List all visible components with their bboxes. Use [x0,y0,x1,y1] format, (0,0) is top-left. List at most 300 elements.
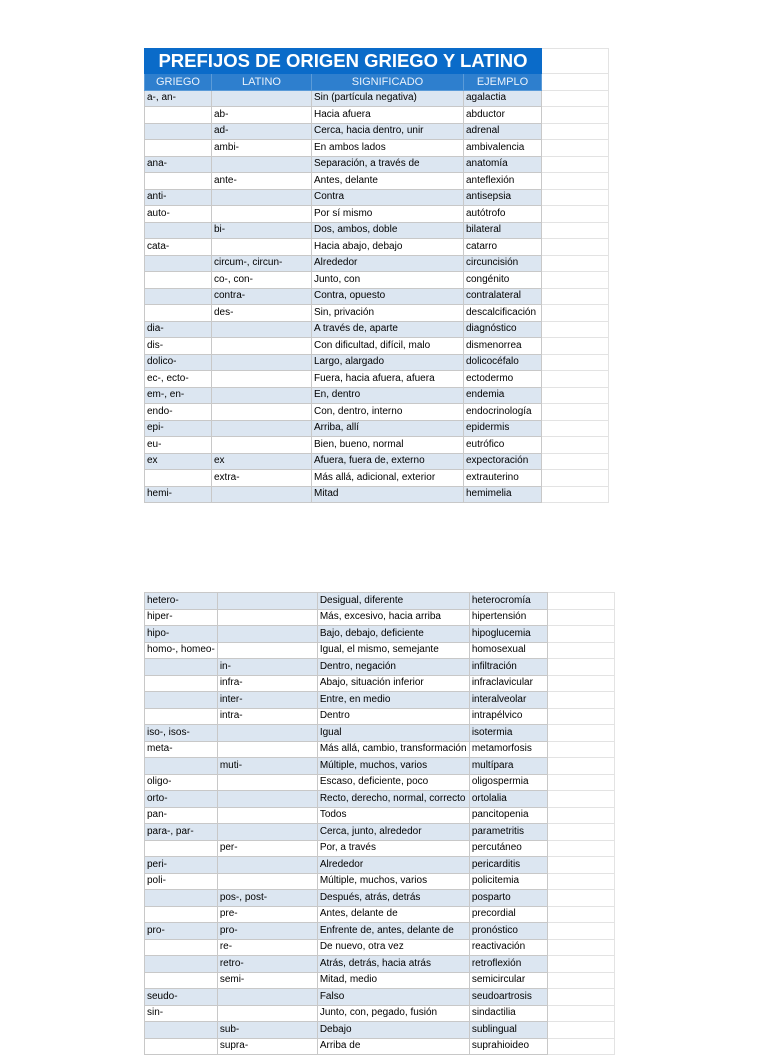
significado-cell: Afuera, fuera de, externo [312,453,464,470]
empty-cell [542,49,609,74]
significado-cell: Múltiple, muchos, varios [317,873,469,890]
latino-cell [212,437,312,454]
table-row [145,239,609,256]
latino-cell [217,791,317,808]
latino-cell: intra- [217,708,317,725]
ejemplo-cell: expectoración [464,453,542,470]
table-row [145,90,609,107]
latino-cell: bi- [212,222,312,239]
ejemplo-cell: retroflexión [469,956,547,973]
significado-cell: Igual [317,725,469,742]
griego-cell: peri- [145,857,218,874]
ejemplo-cell: descalcificación [464,305,542,322]
table-row [145,890,615,907]
griego-cell [145,956,218,973]
table-row [145,857,615,874]
latino-cell [212,239,312,256]
griego-cell: meta- [145,741,218,758]
ejemplo-cell: anatomía [464,156,542,173]
prefix-table-page-2 [144,592,615,1055]
table-row [145,659,615,676]
table-title: PREFIJOS DE ORIGEN GRIEGO Y LATINO [145,49,542,74]
latino-cell: retro- [217,956,317,973]
empty-cell [542,453,609,470]
ejemplo-cell: suprahioideo [469,1038,547,1055]
significado-cell: Abajo, situación inferior [317,675,469,692]
griego-cell [145,123,212,140]
latino-cell [217,857,317,874]
significado-cell: Por, a través [317,840,469,857]
table-row [145,609,615,626]
ejemplo-cell: ambivalencia [464,140,542,157]
latino-cell: extra- [212,470,312,487]
latino-cell: per- [217,840,317,857]
significado-cell: Junto, con [312,272,464,289]
ejemplo-cell: abductor [464,107,542,124]
table-row [145,1038,615,1055]
ejemplo-cell: epidermis [464,420,542,437]
empty-cell [542,255,609,272]
significado-cell: Más allá, cambio, transformación [317,741,469,758]
latino-cell [217,873,317,890]
significado-cell: Antes, delante de [317,906,469,923]
empty-cell [542,305,609,322]
empty-cell [542,470,609,487]
table-row [145,288,609,305]
griego-cell [145,1038,218,1055]
griego-cell: pro- [145,923,218,940]
significado-cell: Alrededor [312,255,464,272]
empty-cell [547,840,614,857]
empty-cell [542,222,609,239]
griego-cell: homo-, homeo- [145,642,218,659]
griego-cell [145,972,218,989]
significado-cell: Fuera, hacia afuera, afuera [312,371,464,388]
latino-cell: semi- [217,972,317,989]
ejemplo-cell: infiltración [469,659,547,676]
empty-cell [547,708,614,725]
significado-cell: Con dificultad, difícil, malo [312,338,464,355]
empty-cell [547,659,614,676]
significado-cell: Escaso, deficiente, poco [317,774,469,791]
empty-cell [547,824,614,841]
ejemplo-cell: ortolalia [469,791,547,808]
table-row [145,189,609,206]
latino-cell: pos-, post- [217,890,317,907]
empty-cell [547,692,614,709]
significado-cell: Múltiple, muchos, varios [317,758,469,775]
latino-cell: supra- [217,1038,317,1055]
latino-cell [212,90,312,107]
griego-cell [145,305,212,322]
griego-cell: a-, an- [145,90,212,107]
empty-cell [547,675,614,692]
table-row [145,354,609,371]
latino-cell: ambi- [212,140,312,157]
table-row [145,923,615,940]
empty-cell [547,758,614,775]
table-row [145,725,615,742]
empty-cell [547,890,614,907]
table-row [145,453,609,470]
latino-cell [212,189,312,206]
table-row [145,906,615,923]
table-row [145,321,609,338]
table-row [145,140,609,157]
empty-cell [542,387,609,404]
significado-cell: Falso [317,989,469,1006]
table-row [145,642,615,659]
latino-cell [217,1005,317,1022]
latino-cell: ante- [212,173,312,190]
latino-cell [212,387,312,404]
ejemplo-cell: agalactia [464,90,542,107]
significado-cell: Debajo [317,1022,469,1039]
table-row [145,338,609,355]
table-row [145,807,615,824]
latino-cell [217,807,317,824]
significado-cell: Largo, alargado [312,354,464,371]
ejemplo-cell: hipertensión [469,609,547,626]
latino-cell: pre- [217,906,317,923]
table-row [145,692,615,709]
ejemplo-cell: percutáneo [469,840,547,857]
latino-cell: sub- [217,1022,317,1039]
griego-cell: endo- [145,404,212,421]
significado-cell: Desigual, diferente [317,593,469,610]
significado-cell: Bajo, debajo, deficiente [317,626,469,643]
header-griego: GRIEGO [145,74,212,91]
griego-cell [145,107,212,124]
empty-cell [542,371,609,388]
latino-cell [217,741,317,758]
latino-cell [217,774,317,791]
griego-cell: seudo- [145,989,218,1006]
griego-cell [145,675,218,692]
griego-cell: eu- [145,437,212,454]
latino-cell: des- [212,305,312,322]
header-significado: SIGNIFICADO [312,74,464,91]
table-row [145,371,609,388]
griego-cell: auto- [145,206,212,223]
ejemplo-cell: multípara [469,758,547,775]
significado-cell: Todos [317,807,469,824]
significado-cell: Sin (partícula negativa) [312,90,464,107]
griego-cell: pan- [145,807,218,824]
ejemplo-cell: anteflexión [464,173,542,190]
table-row [145,840,615,857]
ejemplo-cell: pericarditis [469,857,547,874]
ejemplo-cell: hemimelia [464,486,542,503]
griego-cell: cata- [145,239,212,256]
griego-cell: hiper- [145,609,218,626]
ejemplo-cell: dismenorrea [464,338,542,355]
empty-cell [542,354,609,371]
significado-cell: Atrás, detrás, hacia atrás [317,956,469,973]
latino-cell [212,420,312,437]
latino-cell: ex [212,453,312,470]
ejemplo-cell: interalveolar [469,692,547,709]
table-row [145,404,609,421]
latino-cell: inter- [217,692,317,709]
griego-cell [145,470,212,487]
ejemplo-cell: homosexual [469,642,547,659]
empty-cell [542,338,609,355]
ejemplo-cell: infraclavicular [469,675,547,692]
table-row [145,420,609,437]
latino-cell: circum-, circun- [212,255,312,272]
latino-cell [212,404,312,421]
significado-cell: Arriba, allí [312,420,464,437]
significado-cell: Junto, con, pegado, fusión [317,1005,469,1022]
griego-cell [145,758,218,775]
ejemplo-cell: congénito [464,272,542,289]
significado-cell: Dentro [317,708,469,725]
empty-cell [542,90,609,107]
empty-cell [547,939,614,956]
empty-cell [542,173,609,190]
significado-cell: Contra, opuesto [312,288,464,305]
empty-cell [542,239,609,256]
latino-cell [217,725,317,742]
griego-cell [145,840,218,857]
empty-cell [547,725,614,742]
empty-cell [542,288,609,305]
latino-cell [217,609,317,626]
latino-cell: ab- [212,107,312,124]
empty-cell [547,972,614,989]
griego-cell: oligo- [145,774,218,791]
table-row [145,305,609,322]
latino-cell: ad- [212,123,312,140]
empty-cell [542,420,609,437]
empty-cell [547,923,614,940]
significado-cell: Entre, en medio [317,692,469,709]
ejemplo-cell: metamorfosis [469,741,547,758]
empty-cell [547,642,614,659]
significado-cell: Bien, bueno, normal [312,437,464,454]
empty-cell [542,206,609,223]
ejemplo-cell: pronóstico [469,923,547,940]
latino-cell: in- [217,659,317,676]
significado-cell: Igual, el mismo, semejante [317,642,469,659]
significado-cell: Hacia abajo, debajo [312,239,464,256]
ejemplo-cell: autótrofo [464,206,542,223]
latino-cell [217,593,317,610]
ejemplo-cell: sindactilia [469,1005,547,1022]
significado-cell: Hacia afuera [312,107,464,124]
latino-cell [217,989,317,1006]
griego-cell: dis- [145,338,212,355]
griego-cell: em-, en- [145,387,212,404]
latino-cell: pro- [217,923,317,940]
empty-cell [542,437,609,454]
griego-cell: ec-, ecto- [145,371,212,388]
table-row [145,156,609,173]
griego-cell: dia- [145,321,212,338]
significado-cell: Dentro, negación [317,659,469,676]
empty-cell [547,873,614,890]
ejemplo-cell: endocrinología [464,404,542,421]
empty-cell [547,956,614,973]
ejemplo-cell: hipoglucemia [469,626,547,643]
griego-cell [145,255,212,272]
significado-cell: Por sí mismo [312,206,464,223]
latino-cell [217,626,317,643]
significado-cell: Mitad [312,486,464,503]
table-row [145,939,615,956]
griego-cell: epi- [145,420,212,437]
griego-cell: dolico- [145,354,212,371]
ejemplo-cell: bilateral [464,222,542,239]
ejemplo-cell: precordial [469,906,547,923]
table-row [145,470,609,487]
griego-cell [145,659,218,676]
significado-cell: Dos, ambos, doble [312,222,464,239]
griego-cell: orto- [145,791,218,808]
table-row [145,972,615,989]
significado-cell: Separación, a través de [312,156,464,173]
latino-cell [212,321,312,338]
significado-cell: Más, excesivo, hacia arriba [317,609,469,626]
latino-cell [217,642,317,659]
table-row [145,989,615,1006]
griego-cell [145,939,218,956]
empty-cell [547,807,614,824]
ejemplo-cell: semicircular [469,972,547,989]
ejemplo-cell: antisepsia [464,189,542,206]
significado-cell: Más allá, adicional, exterior [312,470,464,487]
griego-cell: poli- [145,873,218,890]
empty-cell [547,989,614,1006]
griego-cell: hemi- [145,486,212,503]
ejemplo-cell: parametritis [469,824,547,841]
latino-cell [212,206,312,223]
ejemplo-cell: intrapélvico [469,708,547,725]
empty-cell [547,593,614,610]
griego-cell [145,222,212,239]
griego-cell [145,140,212,157]
table-row [145,206,609,223]
ejemplo-cell: circuncisión [464,255,542,272]
empty-cell [542,189,609,206]
table-row [145,774,615,791]
griego-cell: hetero- [145,593,218,610]
latino-cell: contra- [212,288,312,305]
significado-cell: Arriba de [317,1038,469,1055]
empty-cell [547,1038,614,1055]
empty-cell [547,609,614,626]
table-row [145,626,615,643]
empty-cell [542,486,609,503]
empty-cell [547,1005,614,1022]
empty-cell [547,857,614,874]
header-ejemplo: EJEMPLO [464,74,542,91]
griego-cell [145,692,218,709]
table-row [145,791,615,808]
griego-cell [145,708,218,725]
table-row [145,222,609,239]
table-row [145,675,615,692]
ejemplo-cell: contralateral [464,288,542,305]
empty-cell [542,107,609,124]
significado-cell: Cerca, hacia dentro, unir [312,123,464,140]
ejemplo-cell: policitemia [469,873,547,890]
latino-cell: muti- [217,758,317,775]
ejemplo-cell: reactivación [469,939,547,956]
empty-cell [547,626,614,643]
empty-cell [542,140,609,157]
griego-cell [145,173,212,190]
ejemplo-cell: dolicocéfalo [464,354,542,371]
significado-cell: Alrededor [317,857,469,874]
griego-cell: hipo- [145,626,218,643]
table-row [145,272,609,289]
griego-cell: ex [145,453,212,470]
ejemplo-cell: catarro [464,239,542,256]
ejemplo-cell: adrenal [464,123,542,140]
griego-cell: para-, par- [145,824,218,841]
table-row [145,255,609,272]
empty-cell [542,123,609,140]
table-row [145,387,609,404]
table-row [145,593,615,610]
ejemplo-cell: oligospermia [469,774,547,791]
latino-cell [212,371,312,388]
significado-cell: A través de, aparte [312,321,464,338]
significado-cell: Contra [312,189,464,206]
latino-cell [212,156,312,173]
table-row [145,741,615,758]
ejemplo-cell: isotermia [469,725,547,742]
latino-cell [212,354,312,371]
empty-cell [547,741,614,758]
significado-cell: Después, atrás, detrás [317,890,469,907]
significado-cell: Antes, delante [312,173,464,190]
significado-cell: Cerca, junto, alrededor [317,824,469,841]
griego-cell [145,272,212,289]
griego-cell: sin- [145,1005,218,1022]
latino-cell: infra- [217,675,317,692]
griego-cell: ana- [145,156,212,173]
significado-cell: En, dentro [312,387,464,404]
griego-cell [145,906,218,923]
ejemplo-cell: eutrófico [464,437,542,454]
table-row [145,1005,615,1022]
griego-cell: iso-, isos- [145,725,218,742]
empty-cell [542,156,609,173]
ejemplo-cell: seudoartrosis [469,989,547,1006]
table-row [145,123,609,140]
empty-cell [542,404,609,421]
griego-cell: anti- [145,189,212,206]
prefix-table-page-1 [144,48,609,503]
griego-cell [145,890,218,907]
table-row [145,437,609,454]
ejemplo-cell: extrauterino [464,470,542,487]
latino-cell [212,486,312,503]
ejemplo-cell: pancitopenia [469,807,547,824]
ejemplo-cell: heterocromía [469,593,547,610]
significado-cell: De nuevo, otra vez [317,939,469,956]
latino-cell: re- [217,939,317,956]
empty-cell [542,74,609,91]
table-row [145,824,615,841]
ejemplo-cell: sublingual [469,1022,547,1039]
table-row [145,758,615,775]
latino-cell: co-, con- [212,272,312,289]
ejemplo-cell: diagnóstico [464,321,542,338]
